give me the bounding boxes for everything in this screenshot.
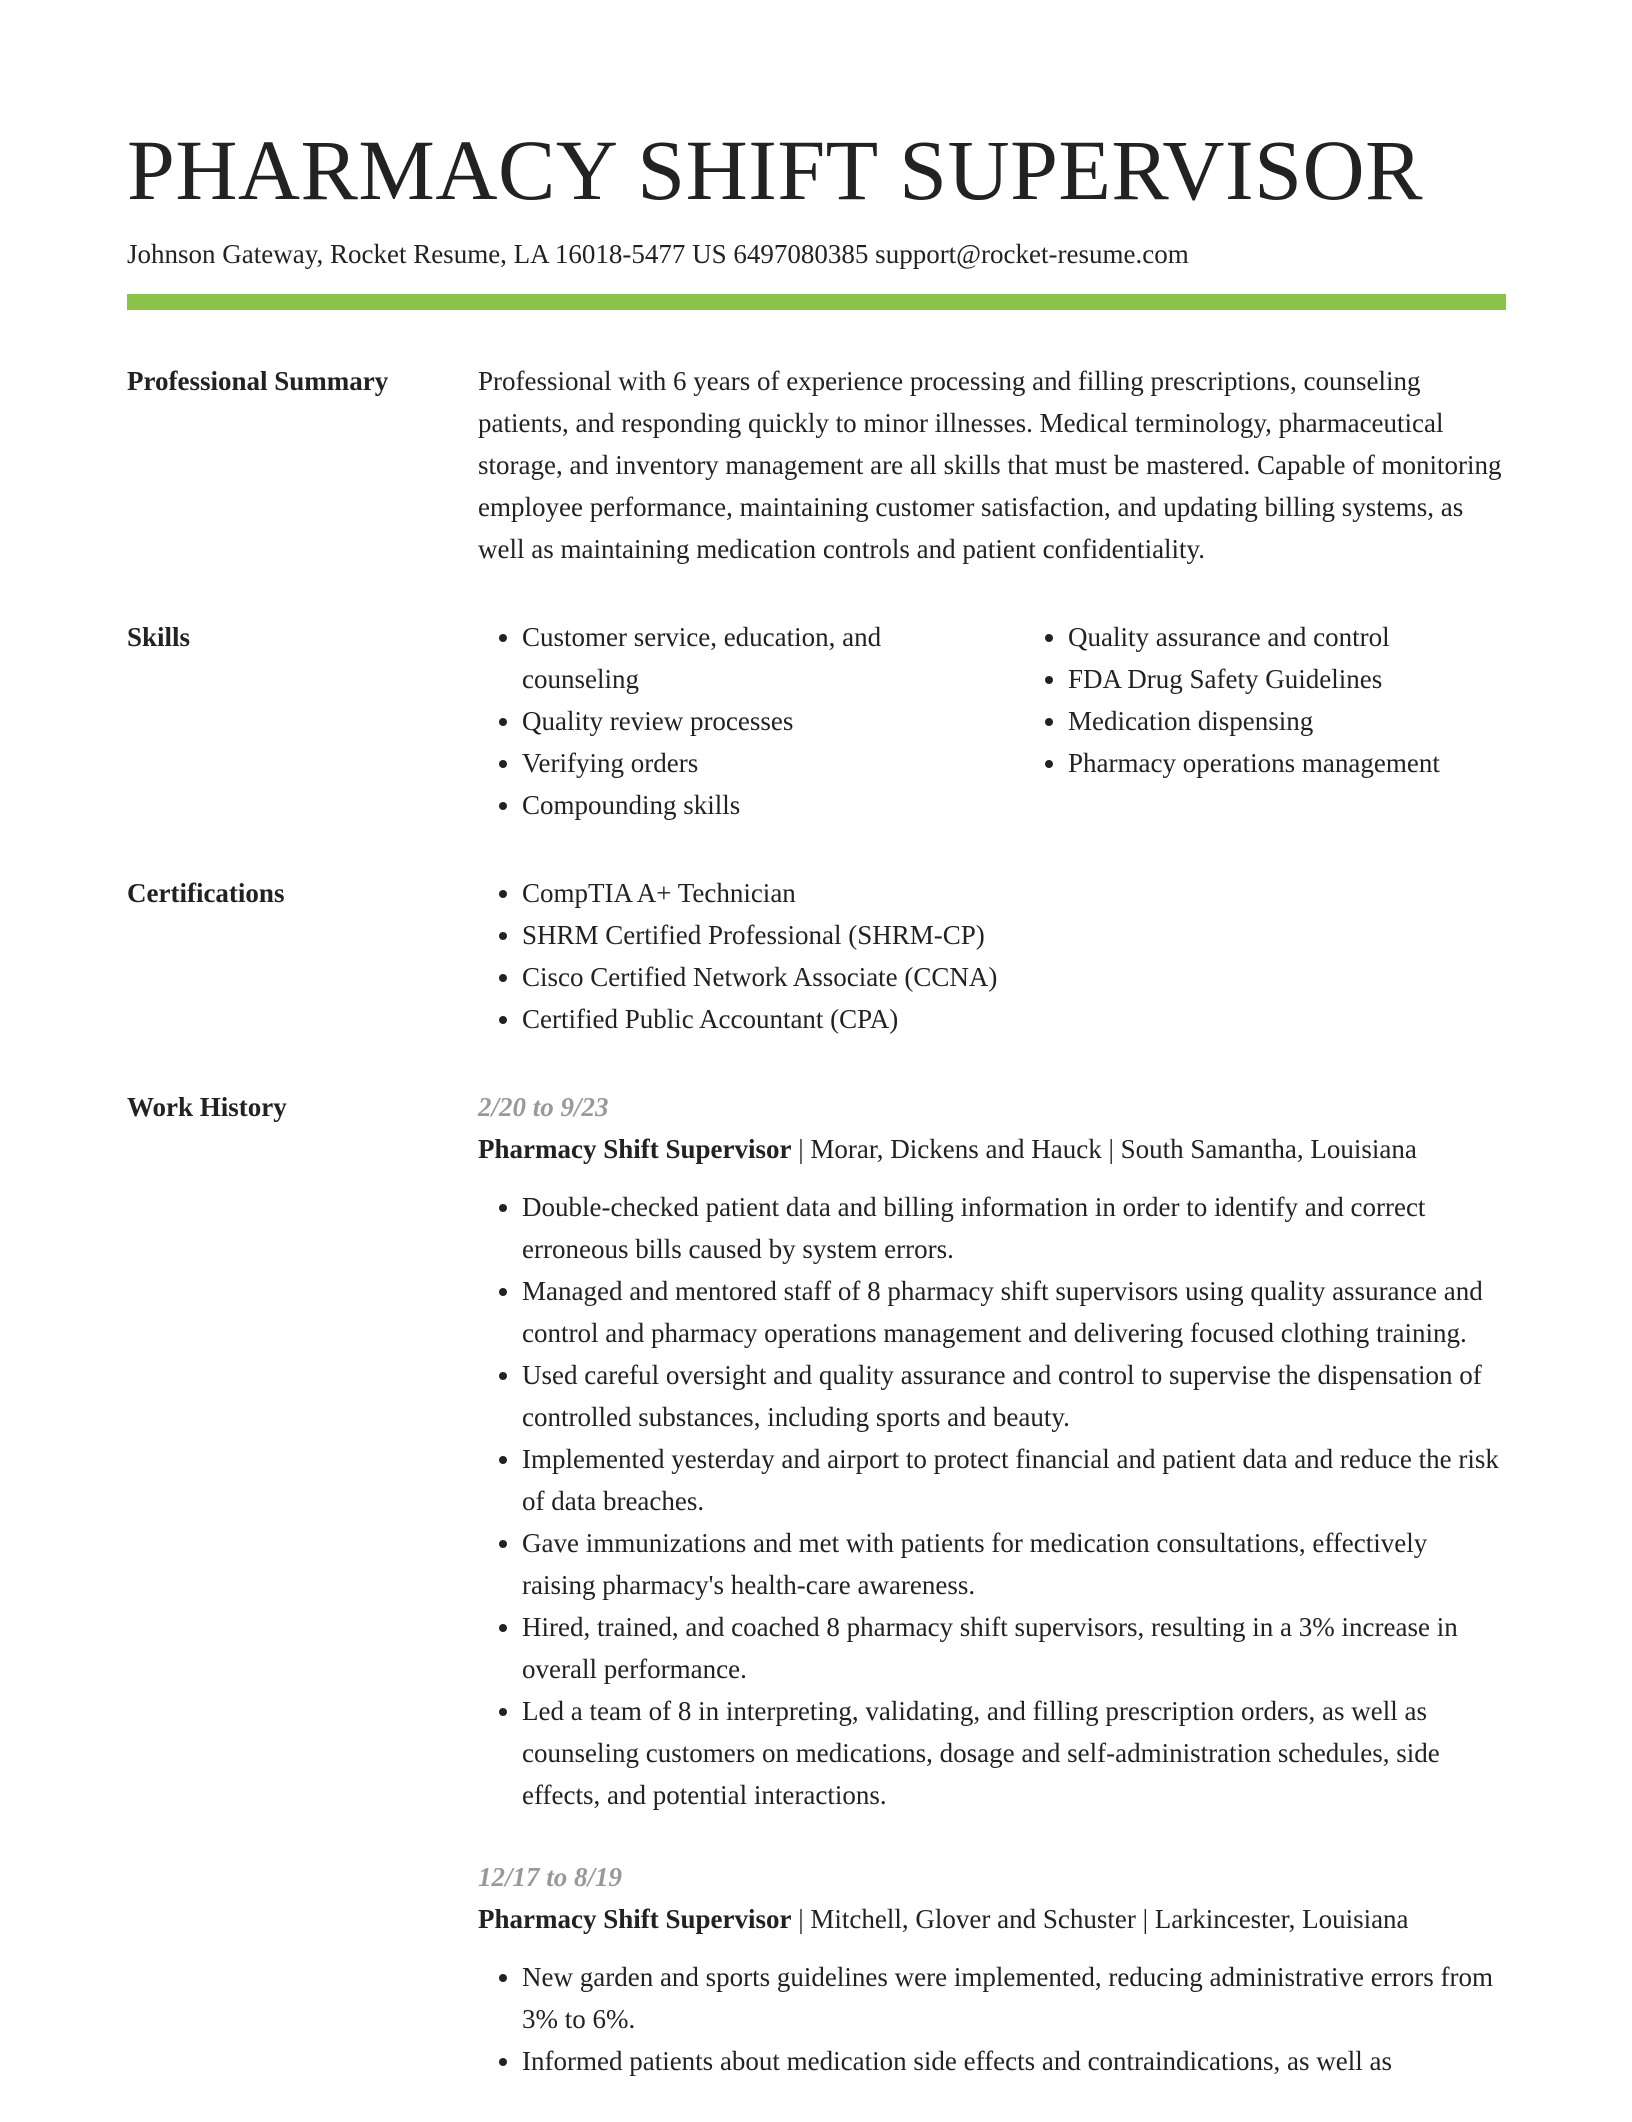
job-entry xyxy=(478,1856,1506,2082)
summary-label: Professional Summary xyxy=(127,366,389,396)
skills-label: Skills xyxy=(127,622,191,652)
certifications-section xyxy=(127,872,1506,1040)
job-bullet: • Implemented yesterday and airport to protect financial and patient data and reduce the risk of data breaches. xyxy=(522,1438,1506,1522)
job-details: | Morar, Dickens and Hauck | South Samantha, Louisiana xyxy=(791,1134,1417,1164)
certification-item: • Certified Public Accountant (CPA) xyxy=(522,998,1506,1040)
job-title: Pharmacy Shift Supervisor xyxy=(478,1904,792,1934)
skills-content xyxy=(478,616,1506,826)
job-bullet: • Used careful oversight and quality assurance and control to supervise the dispensation of controlled substances, including sports and beauty. xyxy=(522,1354,1506,1438)
work-history-content xyxy=(478,1086,1506,2122)
work-history-label: Work History xyxy=(127,1092,287,1122)
skill-item: • Medication dispensing xyxy=(1068,700,1506,742)
certification-item: • Cisco Certified Network Associate (CCNA) xyxy=(522,956,1506,998)
summary-section xyxy=(127,360,1506,570)
skill-item: • FDA Drug Safety Guidelines xyxy=(1068,658,1506,700)
skills-list-right xyxy=(1024,616,1506,826)
contact-line: Johnson Gateway, Rocket Resume, LA 16018-5477 US 6497080385 support@rocket-resume.com xyxy=(127,239,1189,269)
job-bullets xyxy=(478,1956,1506,2082)
job-bullet: • Led a team of 8 in interpreting, validating, and filling prescription orders, as well as counseling customers on medications, dosage and self-administration schedules, side effects, and potential interactions. xyxy=(522,1690,1506,1816)
job-bullets xyxy=(478,1186,1506,1816)
resume-name: PHARMACY SHIFT SUPERVISOR xyxy=(127,122,1423,218)
job-entry xyxy=(478,1086,1506,1816)
certification-item: • SHRM Certified Professional (SHRM-CP) xyxy=(522,914,1506,956)
skills-section xyxy=(127,616,1506,826)
job-dates: 2/20 to 9/23 xyxy=(478,1092,609,1122)
job-bullet: • Hired, trained, and coached 8 pharmacy shift supervisors, resulting in a 3% increase in overall performance. xyxy=(522,1606,1506,1690)
job-bullet: • Informed patients about medication side effects and contraindications, as well as xyxy=(522,2040,1506,2082)
header-divider xyxy=(127,294,1506,310)
certifications-content xyxy=(478,872,1506,1040)
certifications-label: Certifications xyxy=(127,878,285,908)
job-heading xyxy=(478,1898,1506,1940)
skill-item: • Quality assurance and control xyxy=(1068,616,1506,658)
certifications-list xyxy=(478,872,1506,1040)
skill-item: • Compounding skills xyxy=(522,784,980,826)
job-bullet: • New garden and sports guidelines were implemented, reducing administrative errors from 3% to 6%. xyxy=(522,1956,1506,2040)
work-history-section xyxy=(127,1086,1506,2122)
skill-item: • Pharmacy operations management xyxy=(1068,742,1506,784)
job-bullet: • Managed and mentored staff of 8 pharmacy shift supervisors using quality assurance and control and pharmacy operations management and delivering focused clothing training. xyxy=(522,1270,1506,1354)
certification-item: • CompTIA A+ Technician xyxy=(522,872,1506,914)
job-title: Pharmacy Shift Supervisor xyxy=(478,1134,792,1164)
job-bullet: • Gave immunizations and met with patients for medication consultations, effectively raising pharmacy's health-care awareness. xyxy=(522,1522,1506,1606)
skill-item: • Quality review processes xyxy=(522,700,980,742)
job-bullet: • Double-checked patient data and billing information in order to identify and correct erroneous bills caused by system errors. xyxy=(522,1186,1506,1270)
summary-text: Professional with 6 years of experience processing and filling prescriptions, counseling patients, and responding quickly to minor illnesses. Medical terminology, pharmaceutical storage, and inventory management are all skills that must be mastered. Capable of monitoring employee performance, maintaining customer satisfaction, and updating billing systems, as well as maintaining medication controls and patient confidentiality. xyxy=(478,366,1502,564)
job-dates: 12/17 to 8/19 xyxy=(478,1862,623,1892)
skill-item: • Customer service, education, and counseling xyxy=(522,616,980,700)
skill-item: • Verifying orders xyxy=(522,742,980,784)
job-heading xyxy=(478,1128,1506,1170)
summary-content xyxy=(478,360,1506,570)
skills-list-left xyxy=(478,616,980,826)
job-details: | Mitchell, Glover and Schuster | Larkincester, Louisiana xyxy=(791,1904,1409,1934)
